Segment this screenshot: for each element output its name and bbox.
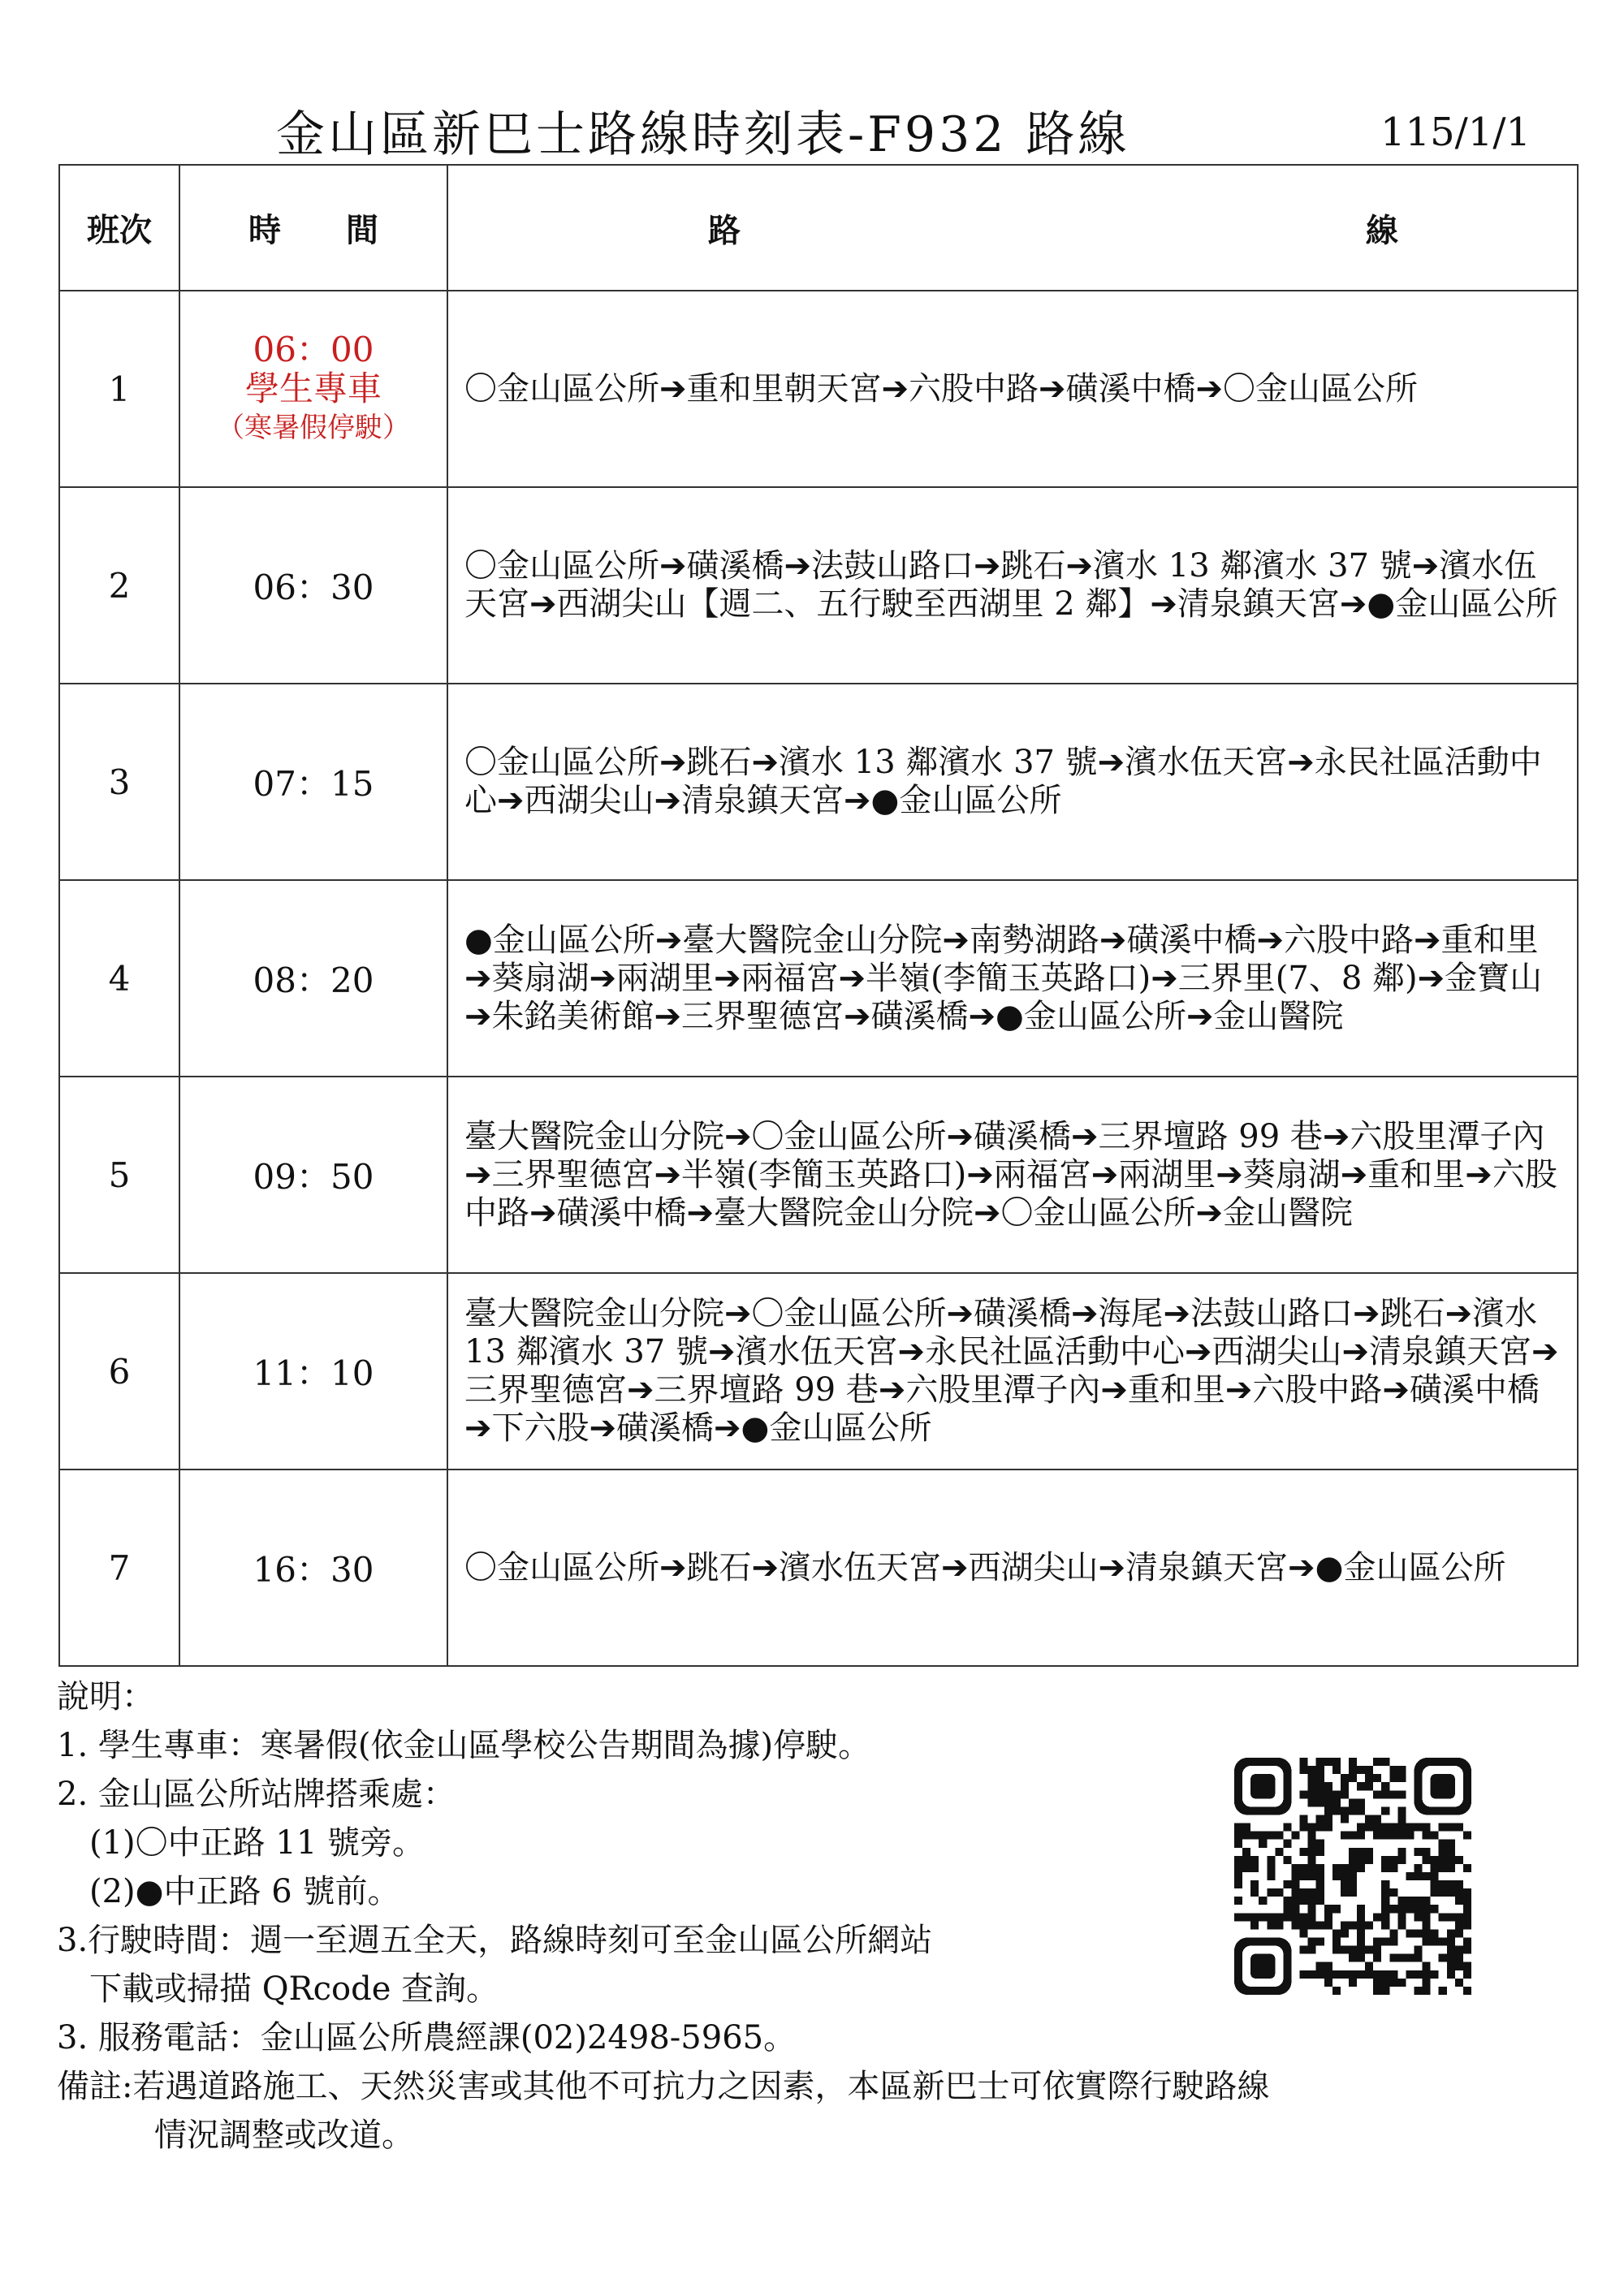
note-line: 3. 服務電話：金山區公所農經課(02)2498-5965。	[57, 2019, 797, 2056]
trip-route: 臺大醫院金山分院➔〇金山區公所➔磺溪橋➔三界壇路 99 巷➔六股里潭子內➔三界聖德宮➔半嶺(李簡玉英路口)➔兩福宮➔兩湖里➔葵扇湖➔重和里➔六股中路➔磺溪中橋➔臺大醫院金山分院➔〇金山區公所➔金山醫院	[447, 1077, 1578, 1273]
trip-time: 07：15	[179, 684, 447, 880]
notes-heading: 說明：	[57, 1678, 154, 1716]
trip-time: 06：30	[179, 487, 447, 684]
note-line: 下載或掃描 QRcode 查詢。	[57, 1970, 499, 2008]
header-route-right: 線	[1366, 211, 1398, 249]
student-bus-note: 學生專車	[244, 369, 382, 408]
trip-number: 1	[59, 291, 179, 487]
table-row	[59, 291, 1578, 487]
trip-time: 09：50	[179, 1077, 447, 1273]
trip-route: 〇金山區公所➔跳石➔濱水伍天宮➔西湖尖山➔清泉鎮天宮➔●金山區公所	[447, 1470, 1578, 1666]
note-line: 2. 金山區公所站牌搭乘處：	[57, 1776, 456, 1813]
trip-time: 11：10	[179, 1273, 447, 1470]
dinosaur-icon	[1324, 1840, 1381, 1905]
trip-number: 3	[59, 684, 179, 880]
trip-route: 〇金山區公所➔重和里朝天宮➔六股中路➔磺溪中橋➔〇金山區公所	[447, 291, 1578, 487]
trip-route: ●金山區公所➔臺大醫院金山分院➔南勢湖路➔磺溪中橋➔六股中路➔重和里➔葵扇湖➔兩湖里➔兩福宮➔半嶺(李簡玉英路口)➔三界里(7、8 鄰)➔金寶山➔朱銘美術館➔三界聖德宮➔磺溪橋➔●金山區公所➔金山醫院	[447, 880, 1578, 1077]
note-line: 1. 學生專車：寒暑假(依金山區學校公告期間為據)停駛。	[57, 1727, 871, 1764]
header-route	[447, 165, 1578, 291]
trip-route: 〇金山區公所➔磺溪橋➔法鼓山路口➔跳石➔濱水 13 鄰濱水 37 號➔濱水伍天宮➔西湖尖山【週二、五行駛至西湖里 2 鄰】➔清泉鎮天宮➔●金山區公所	[447, 487, 1578, 684]
trip-number: 6	[59, 1273, 179, 1470]
trip-route: 〇金山區公所➔跳石➔濱水 13 鄰濱水 37 號➔濱水伍天宮➔永民社區活動中心➔西湖尖山➔清泉鎮天宮➔●金山區公所	[447, 684, 1578, 880]
trip-number: 2	[59, 487, 179, 684]
note-line: (1)〇中正路 11 號旁。	[57, 1824, 425, 1862]
note-line: 3.行駛時間：週一至週五全天，路線時刻可至金山區公所網站	[57, 1922, 933, 1959]
note-line: 情況調整或改道。	[57, 2117, 414, 2154]
holiday-suspension-note: （寒暑假停駛）	[217, 412, 410, 444]
table-row	[59, 1077, 1578, 1273]
table-row	[59, 487, 1578, 684]
trip-time: 16：30	[179, 1470, 447, 1666]
table-row	[59, 880, 1578, 1077]
header-number: 班次	[59, 165, 179, 291]
note-line: (2)●中正路 6 號前。	[57, 1873, 400, 1910]
trip-time: 08：20	[179, 880, 447, 1077]
trip-route: 臺大醫院金山分院➔〇金山區公所➔磺溪橋➔海尾➔法鼓山路口➔跳石➔濱水 13 鄰濱水 37 號➔濱水伍天宮➔永民社區活動中心➔西湖尖山➔清泉鎮天宮➔三界聖德宮➔三界壇路 99 巷➔六股里潭子內➔重和里➔六股中路➔磺溪中橋➔下六股➔磺溪橋➔●金山區公所	[447, 1273, 1578, 1470]
table-header-row	[59, 165, 1578, 291]
table-row	[59, 1273, 1578, 1470]
trip-time	[179, 291, 447, 487]
note-line: 備註:若遇道路施工、天然災害或其他不可抗力之因素，本區新巴士可依實際行駛路線	[57, 2068, 1270, 2105]
table-row	[59, 1470, 1578, 1666]
trip-number: 4	[59, 880, 179, 1077]
issue-date: 115/1/1	[1380, 110, 1531, 155]
trip-number: 7	[59, 1470, 179, 1666]
table-row	[59, 684, 1578, 880]
schedule-table	[58, 164, 1579, 1667]
qr-code-icon[interactable]	[1234, 1758, 1471, 1995]
notes-section	[57, 1672, 1269, 2160]
header-route-left: 路	[708, 211, 741, 249]
header-time: 時 間	[179, 165, 447, 291]
trip-time-value: 06：00	[253, 330, 374, 369]
trip-number: 5	[59, 1077, 179, 1273]
page-title: 金山區新巴士路線時刻表-F932 路線	[276, 106, 1130, 163]
